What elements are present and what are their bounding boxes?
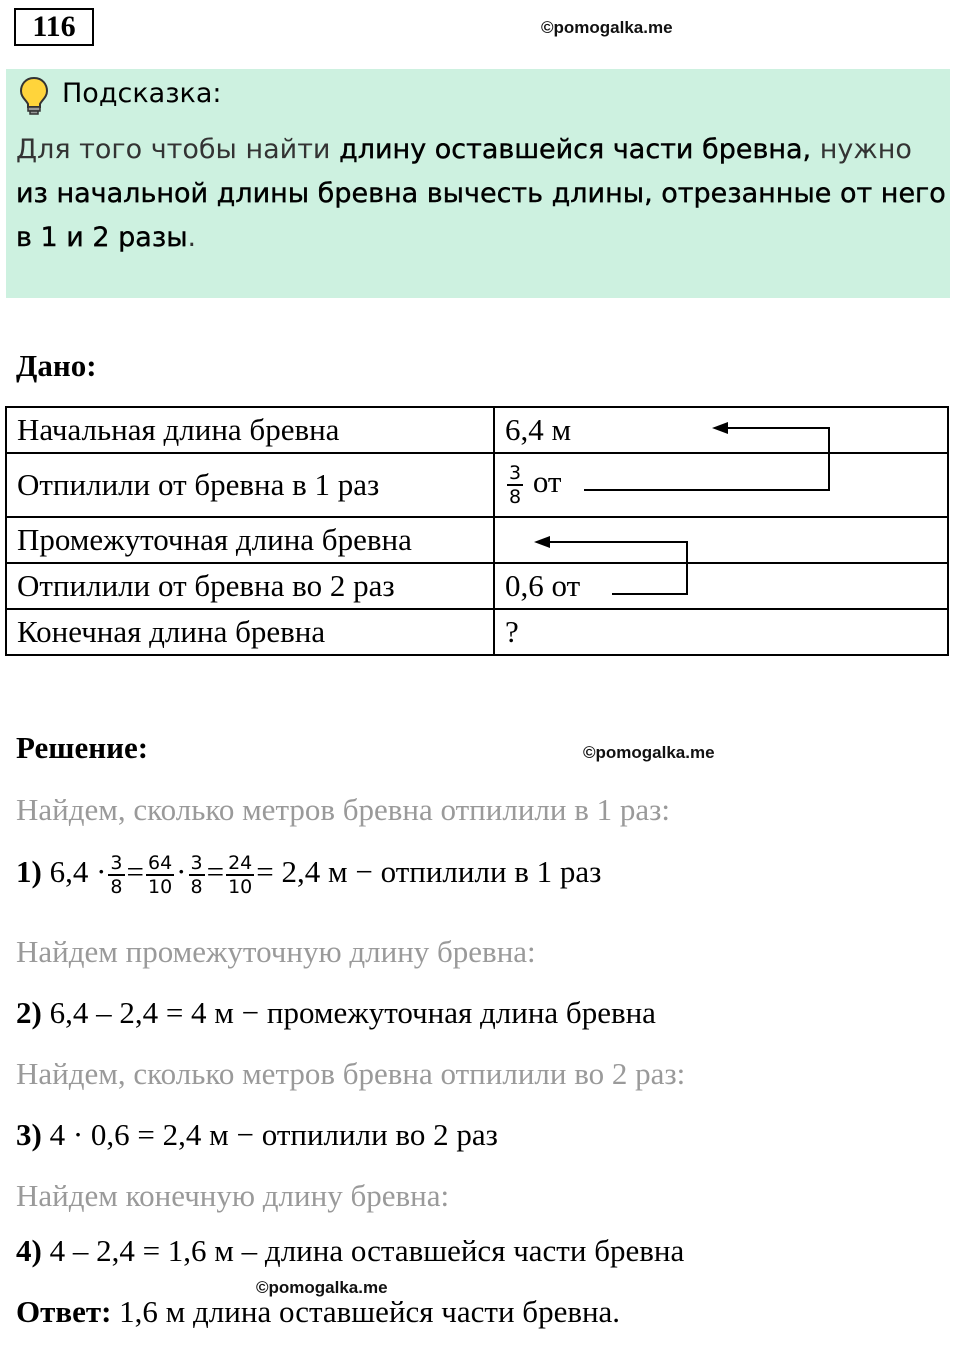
watermark-bottom: ©pomogalka.me: [256, 1278, 388, 1297]
hint-title: Подсказка:: [62, 78, 222, 109]
cell-name: Промежуточная длина бревна: [6, 517, 494, 563]
step4-equation: 4) 4 – 2,4 = 1,6 м – длина оставшейся части бревна: [16, 1233, 685, 1268]
fraction: $\frac{3}{8}$: [509, 462, 522, 508]
given-table: [5, 406, 949, 656]
table-row: [6, 453, 948, 517]
cell-name: Отпилили от бревна во 2 раз: [6, 563, 494, 609]
lightbulb-icon: [18, 76, 50, 116]
table-row: [6, 563, 948, 609]
step3-description: Найдем, сколько метров бревна отпилили во 2 раз:: [16, 1056, 686, 1091]
table-row: [6, 609, 948, 655]
task-number: 116: [14, 8, 94, 46]
cell-name: Отпилили от бревна в 1 раз: [6, 453, 494, 517]
answer: Ответ: 1,6 м длина оставшейся части бревна.: [16, 1294, 621, 1329]
watermark-top: ©pomogalka.me: [541, 18, 673, 37]
cell-name: Конечная длина бревна: [6, 609, 494, 655]
hint-text: Для того чтобы найти длину оставшейся части бревна, нужно из начальной длины бревна вычесть длины, отрезанные от него в 1 и 2 разы.: [16, 134, 946, 253]
step2-description: Найдем промежуточную длину бревна:: [16, 934, 536, 969]
given-label: Дано:: [16, 348, 97, 383]
step2-equation: 2) 6,4 – 2,4 = 4 м − промежуточная длина бревна: [16, 995, 656, 1030]
cell-value: $\frac{3}{8}$ от: [494, 453, 948, 517]
step1-description: Найдем, сколько метров бревна отпилили в 1 раз:: [16, 792, 670, 827]
table-row: [6, 407, 948, 453]
cell-value: ?: [494, 609, 948, 655]
step3-equation: 3) 4 · 0,6 = 2,4 м − отпилили во 2 раз: [16, 1117, 498, 1152]
cell-value: 6,4 м: [494, 407, 948, 453]
table-row: [6, 517, 948, 563]
step4-description: Найдем конечную длину бревна:: [16, 1178, 450, 1213]
cell-name: Начальная длина бревна: [6, 407, 494, 453]
cell-value: 0,6 от: [494, 563, 948, 609]
cell-value: [494, 517, 948, 563]
watermark-mid: ©pomogalka.me: [583, 743, 715, 762]
solution-label: Решение:: [16, 730, 149, 765]
step1-equation: 1) 6,4 · $\frac{3}{8}$ = $\frac{64}{10}$ · $\frac{3}{8}$ = $\frac{24}{10}$ = 2,4 м − отпилили в 1 раз: [16, 852, 602, 898]
